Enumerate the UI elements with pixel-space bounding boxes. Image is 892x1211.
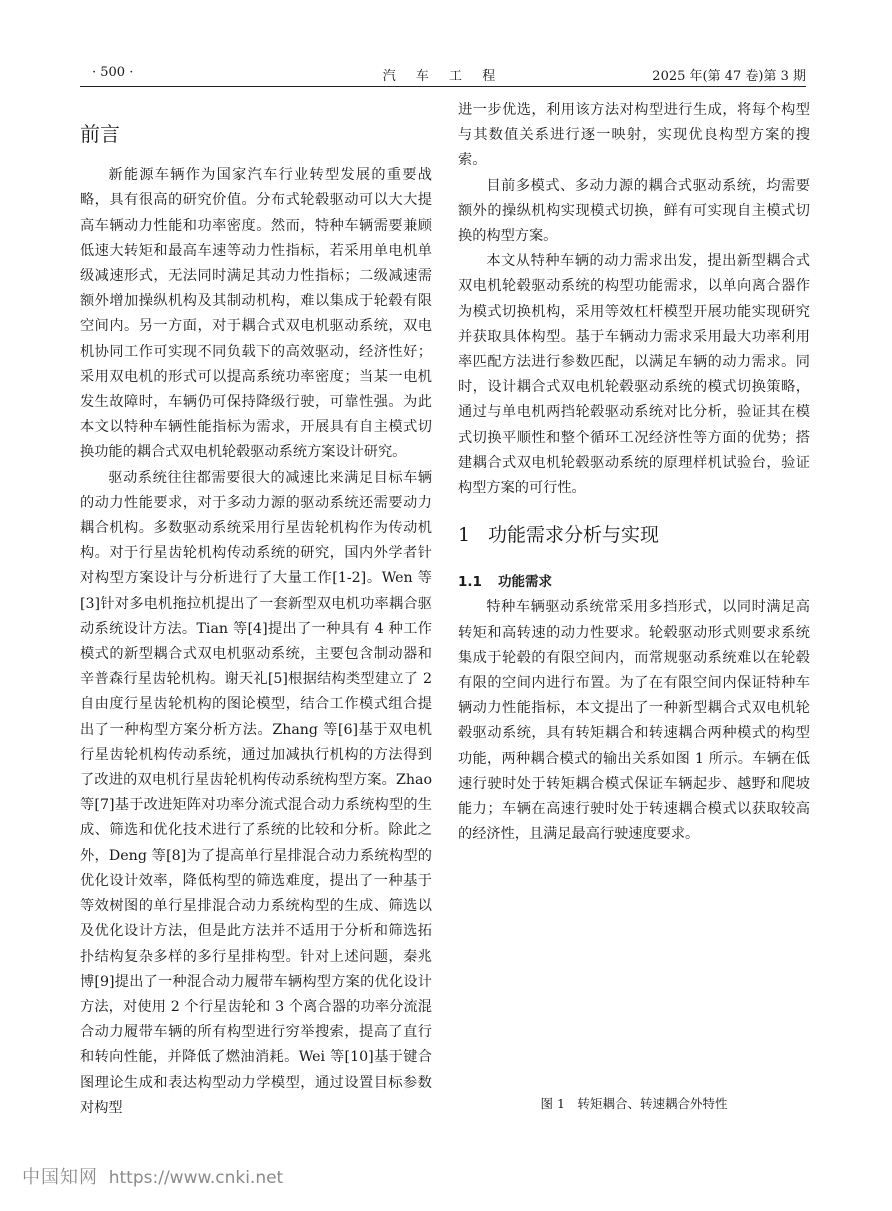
preface-paragraph: 驱动系统往往都需要很大的减速比来满足目标车辆的动力性能要求，对于多动力源的驱动系统还需要动力耦合机构。多数驱动系统采用行星齿轮机构作为传动机构。对于行星齿轮机构传动系统的研究，国内外学者针对构型方案设计与分析进行了大量工作[1-2]。Wen 等[3]针对多电机拖拉机提出了一套新型双电机功率耦合驱动系统设计方法。Tian 等[4]提出了一种具有 4 种工作模式的新型耦合式双电机驱动系统，主要包含制动器和辛普森行星齿轮机构。谢天礼[5]根据结构类型建立了 2 自由度行星齿轮机构的图论模型，结合工作模式组合提出了一种构型方案分析方法。Zhang 等[6]基于双电机行星齿轮机构传动系统，通过加减执行机构的方法得到了改进的双电机行星齿轮机构传动系统构型方案。Zhao 等[7]基于改进矩阵对功率分流式混合动力系统构型的生成、筛选和优化技术进行了系统的比较和分析。除此之外，Deng 等[8]为了提高单行星排混合动力系统构型的优化设计效率，降低构型的筛选难度，提出了一种基于等效树图的单行星排混合动力系统构型的生成、筛选以及优化设计方法，但是此方法并不适用于分析和筛选拓扑结构复杂多样的多行星排构型。针对上述问题，秦兆博[9]提出了一种混合动力履带车辆构型方案的优化设计方法，对使用 2 个行星齿轮和 3 个离合器的功率分流混合动力履带车辆的所有构型进行穷举搜索，提高了直行和转向性能，并降低了燃油消耗。Wei 等[10]基于键合图理论生成和表达构型动力学模型，通过设置目标参数对构型 (80, 469, 432, 1116)
journal-name: 汽 车 工 程 (382, 69, 504, 84)
figure-caption: 图 1 转矩耦合、转速耦合外特性 (540, 1096, 728, 1111)
preface-title: 前言 (80, 122, 120, 146)
cnki-watermark (22, 1163, 283, 1189)
continued-paragraph: 进一步优选，利用该方法对构型进行生成，将每个构型与其数值关系进行逐一映射，实现优良构型方案的搜索。 (458, 102, 810, 169)
preface-paragraph: 目前多模式、多动力源的耦合式驱动系统，均需要额外的操纵机构实现模式切换，鲜有可实现自主模式切换的构型方案。 (458, 177, 810, 245)
section-number: 1 (458, 524, 471, 547)
section-title: 功能需求分析与实现 (488, 524, 660, 547)
issue-info: 2025 年(第 47 卷)第 3 期 (652, 69, 806, 84)
section-paragraph: 特种车辆驱动系统常采用多挡形式，以同时满足高转矩和高转速的动力性要求。轮毂驱动形式则要求系统集成于轮毂的有限空间内，而常规驱动系统难以在轮毂有限的空间内进行布置。为了在有限空间内保证特种车辆动力性能指标，本文提出了一种新型耦合式双电机轮毂驱动系统，具有转矩耦合和转速耦合两种模式的构型功能，两种耦合模式的输出关系如图 1 所示。车辆在低速行驶时处于转矩耦合模式保证车辆起步、越野和爬坡能力；车辆在高速行驶时处于转速耦合模式以获取较高的经济性，且满足最高行驶速度要求。 (458, 599, 810, 843)
right-column (458, 98, 810, 847)
page-number: · 500 · (92, 65, 134, 80)
left-column (80, 98, 432, 1121)
preface-paragraph: 新能源车辆作为国家汽车行业转型发展的重要战略，具有很高的研究价值。分布式轮毂驱动可以大大提高车辆动力性能和功率密度。然而，特种车辆需要兼顾低速大转矩和最高车速等动力性指标，若采用单电机单级减速形式，无法同时满足其动力性指标；二级减速需额外增加操纵机构及其制动机构，难以集成于轮毂有限空间内。另一方面，对于耦合式双电机驱动系统，双电机协同工作可实现不同负载下的高效驱动，经济性好；采用双电机的形式可以提高系统功率密度；当某一电机发生故障时，车辆仍可保持降级行驶，可靠性强。为此本文以特种车辆性能指标为需求，开展具有自主模式切换功能的耦合式双电机轮毂驱动系统方案设计研究。 (80, 167, 432, 461)
watermark-url: https://www.cnki.net (108, 1168, 284, 1188)
watermark-site-name: 中国知网 (22, 1167, 98, 1188)
figure-1-area (458, 880, 810, 1085)
subsection-heading (458, 570, 810, 595)
running-header (80, 60, 806, 87)
section-heading (458, 523, 810, 548)
subsection-title: 功能需求 (498, 574, 552, 591)
preface-paragraph: 本文从特种车辆的动力需求出发，提出新型耦合式双电机轮毂驱动系统的构型功能需求，以单向离合器作为模式切换机构，采用等效杠杆模型开展功能实现研究并获取具体构型。基于车辆动力需求采用最大功率利用率匹配方法进行参数匹配，以满足车辆的动力需求。同时，设计耦合式双电机轮毂驱动系统的模式切换策略，通过与单电机两挡轮毂驱动系统对比分析，验证其在模式切换平顺性和整个循环工况经济性等方面的优势；搭建耦合式双电机轮毂驱动系统的原理样机试验台，验证构型方案的可行性。 (458, 253, 810, 497)
subsection-number: 1.1 (458, 574, 482, 591)
